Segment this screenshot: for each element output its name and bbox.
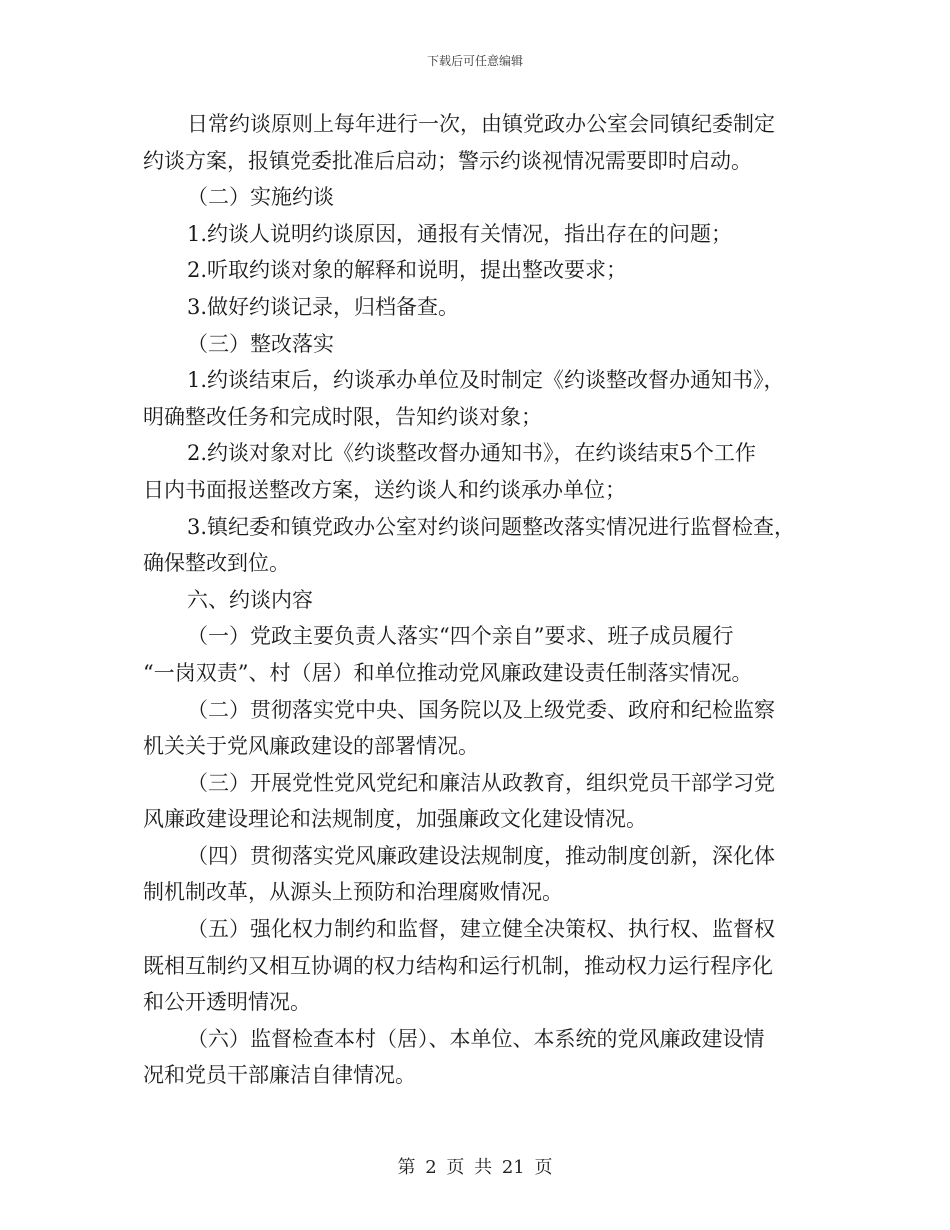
text-line: （三）整改落实 [187,331,334,356]
document-body [143,106,808,1094]
text-line: 和公开透明情况。 [143,990,311,1015]
text-line: 日内书面报送整改方案，送约谈人和约谈承办单位； [143,477,626,502]
text-line: “一岗双责”、村（居）和单位推动党风廉政建设责任制落实情况。 [143,660,753,685]
text-line: （三）开展党性党风党纪和廉洁从政教育，组织党员干部学习党 [187,770,775,795]
text-line: 风廉政建设理论和法规制度，加强廉政文化建设情况。 [143,807,647,832]
text-line: （二）贯彻落实党中央、国务院以及上级党委、政府和纪检监察 [187,697,775,722]
page-footer: 第 2 页 共 21 页 [397,1157,553,1178]
text-line: 约谈方案，报镇党委批准后启动；警示约谈视情况需要即时启动。 [143,148,752,173]
text-line: （六）监督检查本村（居）、本单位、本系统的党风廉政建设情 [187,1026,765,1051]
text-line: 机关关于党风廉政建设的部署情况。 [143,734,479,759]
text-line: 明确整改任务和完成时限，告知约谈对象； [143,404,542,429]
text-line: 3.做好约谈记录，归档备查。 [187,294,460,319]
text-line: （一）党政主要负责人落实“四个亲自”要求、班子成员履行 [187,624,734,649]
text-line: 况和党员干部廉洁自律情况。 [143,1063,416,1088]
text-line: （二）实施约谈 [187,185,334,210]
text-line: （四）贯彻落实党风廉政建设法规制度，推动制度创新，深化体 [187,843,775,868]
text-line: 制机制改革，从源头上预防和治理腐败情况。 [143,880,563,905]
text-line: （五）强化权力制约和监督，建立健全决策权、执行权、监督权 [187,917,775,942]
text-line: 日常约谈原则上每年进行一次，由镇党政办公室会同镇纪委制定 [187,112,775,136]
text-line: 确保整改到位。 [143,551,290,576]
text-line: 2.听取约谈对象的解释和说明，提出整改要求； [187,258,628,283]
text-line: 既相互制约又相互协调的权力结构和运行机制，推动权力运行程序化 [143,953,773,978]
text-line: 1.约谈结束后，约谈承办单位及时制定《约谈整改督办通知书》， [187,368,785,393]
text-line: 3.镇纪委和镇党政办公室对约谈问题整改落实情况进行监督检查， [187,514,796,539]
page-header: 下载后可任意编辑 [426,54,523,68]
text-line: 2.约谈对象对比《约谈整改督办通知书》，在约谈结束5个工作 [187,441,756,466]
text-line: 1.约谈人说明约谈原因，通报有关情况，指出存在的问题； [187,221,733,246]
text-line: 六、约谈内容 [187,587,313,612]
